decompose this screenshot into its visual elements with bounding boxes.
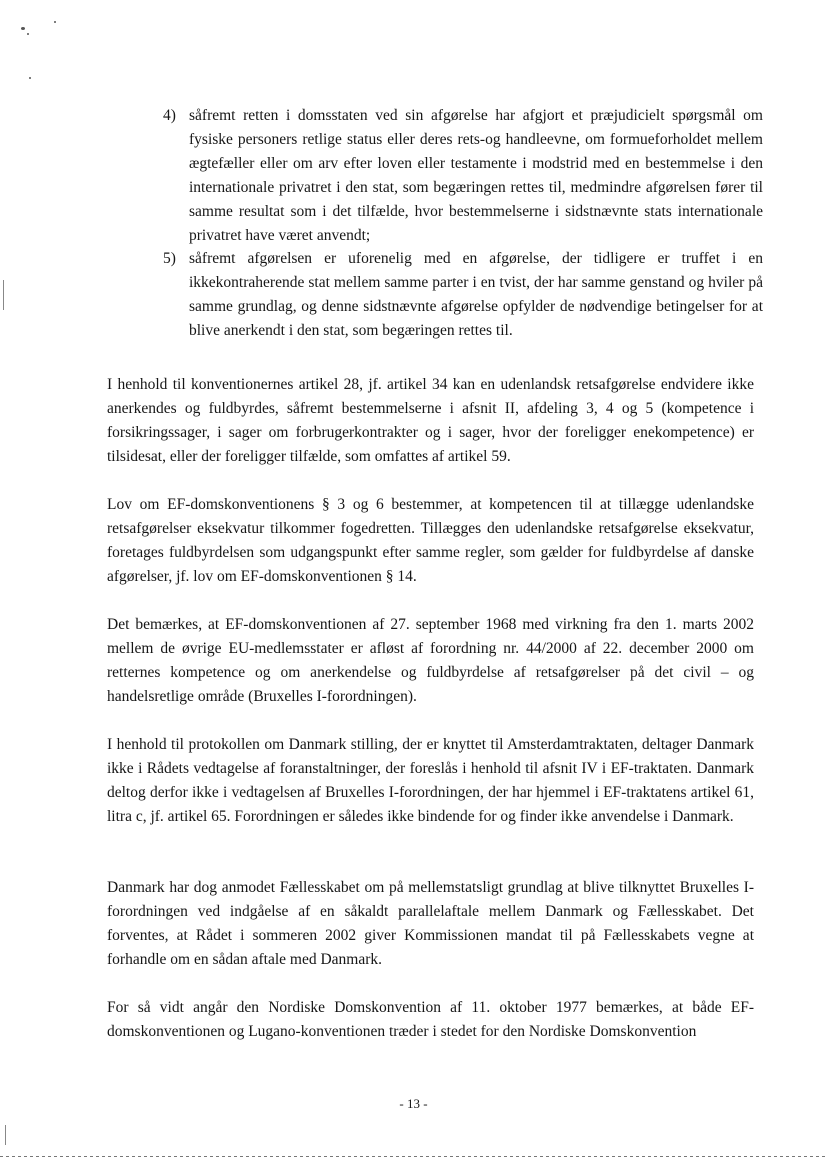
scan-speck	[29, 77, 31, 79]
list-item-number: 5)	[163, 250, 176, 268]
scan-speck	[27, 33, 29, 35]
body-paragraph: Lov om EF-domskonventionens § 3 og 6 bestemmer, at kompetencen til at tillægge udenlandske retsafgørelser eksekvatur tilkommer fogedretten. Tillægges den udenlandske retsafgørelse eksekvatur, foretages fuldbyrdelsen som udgangspunkt efter samme regler, som gælder for fuldbyrdelse af danske afgørelser, jf. lov om EF-domskonventionen § 14.	[107, 496, 754, 585]
list-item-number: 4)	[163, 107, 176, 124]
list-item-text: såfremt retten i domsstaten ved sin afgørelse har afgjort et præjudicielt spørgsmål om fysiske personers retlige status eller deres rets-og handleevne, om formueforholdet mellem ægtefæller eller om arv efter loven eller testamente i modstrid med en bestemmelse i den internationale privatret i den stat, som begæringen rettes til, medmindre afgørelsen fører til samme resultat som i det tilfælde, hvor bestemmelserne i sidstnævnte stats internationale privatret have været anvendt;	[189, 107, 763, 244]
scan-edge-mark	[3, 280, 4, 310]
body-paragraph: Danmark har dog anmodet Fællesskabet om på mellemstatsligt grundlag at blive tilknyttet Bruxelles I-forordningen ved indgåelse af en såkaldt parallelaftale mellem Danmark og Fællesskabet. Det forventes, at Rådet i sommeren 2002 giver Kommissionen mandat til på Fællesskabets vegne at forhandle om en sådan aftale med Danmark.	[107, 879, 754, 968]
condition-list	[163, 104, 763, 343]
scan-speck	[54, 21, 56, 23]
scan-bottom-rule	[0, 1156, 827, 1157]
body-paragraph: I henhold til protokollen om Danmark stilling, der er knyttet til Amsterdamtraktaten, deltager Danmark ikke i Rådets vedtagelse af foranstaltninger, der foreslås i henhold til afsnit IV i EF-traktaten. Danmark deltog derfor ikke i vedtagelsen af Bruxelles I-forordningen, der har hjemmel i EF-traktatens artikel 61, litra c, jf. artikel 65. Forordningen er således ikke bindende for og finder ikke anvendelse i Danmark.	[107, 736, 754, 825]
list-item	[163, 104, 763, 247]
body-paragraph: Det bemærkes, at EF-domskonventionen af 27. september 1968 med virkning fra den 1. marts 2002 mellem de øvrige EU-medlemsstater er afløst af forordning nr. 44/2000 af 22. december 2000 om retternes kompetence og om anerkendelse og fuldbyrdelse af retsafgørelser på det civil – og handelsretlige område (Bruxelles I-forordningen).	[107, 616, 754, 705]
list-item-text: såfremt afgørelsen er uforenelig med en afgørelse, der tidligere er truffet i en ikkekontraherende stat mellem samme parter i en tvist, der har samme genstand og hviler på samme grundlag, og denne sidstnævnte afgørelse opfylder de nødvendige betingelser for at blive anerkendt i den stat, som begæringen rettes til.	[189, 250, 763, 340]
body-paragraph: I henhold til konventionernes artikel 28, jf. artikel 34 kan en udenlandsk retsafgørelse endvidere ikke anerkendes og fuldbyrdes, såfremt bestemmelserne i afsnit II, afdeling 3, 4 og 5 (kompetence i forsikringssager, i sager om forbrugerkontrakter og i sager, hvor der foreligger enekompetence) er tilsidesat, eller der foreligger tilfælde, som omfattes af artikel 59.	[107, 376, 754, 465]
scan-speck	[21, 27, 25, 30]
scan-edge-mark	[5, 1125, 6, 1145]
page-number: - 13 -	[399, 1096, 428, 1111]
body-paragraph: For så vidt angår den Nordiske Domskonvention af 11. oktober 1977 bemærkes, at både EF-domskonventionen og Lugano-konventionen træder i stedet for den Nordiske Domskonvention	[107, 999, 754, 1040]
list-item	[163, 247, 763, 343]
